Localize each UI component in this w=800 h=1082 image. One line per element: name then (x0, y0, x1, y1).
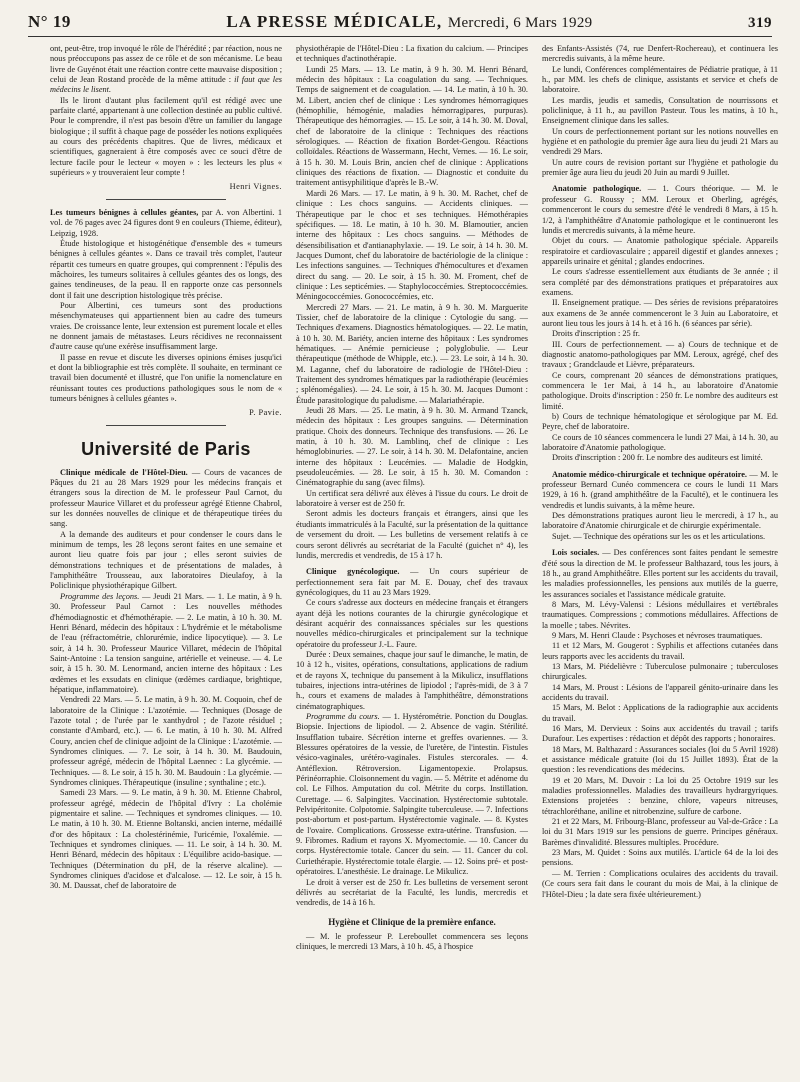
review-paragraph: Pour Albertini, ces tumeurs sont des productions mésenchymateuses qui appartiennent bien au cadre des tumeurs vraies. De croissance lente, leur extension est purement locale et elles ne donnent jamais de métastases. Leurs récidives ne reconnaissent d'autre cause qu'une exérèse insuffisamment large. (50, 300, 282, 352)
notice-paragraph: Lundi 25 Mars. — 13. Le matin, à 9 h. 30. M. Henri Bénard, médecin des hôpitaux : La coagulation du sang. — Techniques. Temps de saignement et de coagulation. — 14. Le matin, à 10 h. 30. M. Libert, ancien chef de clinique : Les syndromes hémorragiques (hémophilie, hémogénie, maladies hémorragipares, purpuras). Thérapeutique des hémorragies. — 15. Le soir, à 14 h. 30. M. Doval, chef de laboratoire de la clinique : Techniques des réactions sérologiques. — Réaction de fixation Bordet-Gengou. Réactions colloïdales. Réactions de Wassermann, Hecht, Vernes. — 16. Le soir, à 15 h. 30. M. Louis Brin, ancien chef de clinique : Applications cliniques des réactions de fixation. — Diagnostic et conduite du traitement antisyphilitique d'après le B.-W. (296, 64, 528, 188)
notice-heading: Clinique médicale de l'Hôtel-Dieu. (60, 467, 188, 477)
page-number: 319 (748, 15, 772, 31)
review-signature: Henri Vignes. (229, 182, 282, 192)
review-paragraph: Ils le liront d'autant plus facilement qu'il est rédigé avec une parfaite clarté, appartenant à une collection destinée au public cultivé. Pour le comprendre, il n'est pas besoin d'être un familier du langage biologique ; il suffit à chaque page de posséder les notions expliquées au cours des précédents chapitres. Que de livres, médicaux et scientifiques, gagneraient à être composés avec ce souci d'être de lecture facile pour le lecteur « moyen » : les lecteurs les plus « supérieurs » y trouveraient leur compte ! (50, 95, 282, 178)
notice-paragraph: 19 et 20 Mars, M. Duvoir : La loi du 25 Octobre 1919 sur les maladies professionnelles. Maladies des travailleurs hydrargyriques. Extensions projetées : benzine, chlore, vapeurs nitreuses, tétrachloréthane, aniline et nitrobenzine, sulfure de carbone. (542, 775, 778, 816)
notice-paragraph: Un certificat sera délivré aux élèves à l'issue du cours. Le droit de laboratoire à verser est de 250 fr. (296, 488, 528, 509)
notice-paragraph: Droits d'inscription : 25 fr. (552, 329, 640, 339)
review-paragraph: ont, peut-être, trop invoqué le rôle de l'hérédité ; par réaction, nous ne nous préoccupons pas assez de ce rôle et de son mécanisme. Le beau livre de Guyénot était une réaction contre cette mauvaise disposition ; celui de Jean Rostand procède de la même attitude : il faut que les médecins le lisent. (50, 44, 282, 95)
notice-paragraph: Lois sociales. — Des conférences sont faites pendant le semestre d'été sous la direction de M. le professeur Balthazard, tous les jours, à 18 h., au grand Amphithéâtre. Elles portent sur les accidents du travail, les maladies professionnelles, les pensions aux mutilés de la guerre, les assurances sociales et l'assistance médicale gratuite. (542, 548, 778, 599)
notice-heading: Hygiène et Clinique de la première enfance. (328, 916, 496, 927)
notice-paragraph: Le cours s'adresse essentiellement aux étudiants de 3e année ; il sera complété par des démonstrations pratiques et préparatoires aux examens. (542, 267, 778, 297)
notice-paragraph: 8 Mars, M. Lévy-Valensi : Lésions médullaires et vertébrales traumatiques. Compressions ; commotions médullaires. Affections de la moelle ; tabes. Névrites. (542, 599, 778, 630)
notice-paragraph: 23 Mars, M. Quidet : Soins aux mutilés. L'article 64 de la loi des pensions. (542, 848, 778, 868)
journal-name: LA PRESSE MÉDICALE, (226, 12, 443, 31)
notice-paragraph: Anatomie médico-chirurgicale et technique opératoire. — M. le professeur Bernard Cunéo commencera ce cours le lundi 11 Mars 1929, à 16 h. (grand amphithéâtre de la Faculté), et le continuera les vendredis et lundis suivants, à la même heure. (542, 469, 778, 510)
masthead (28, 12, 772, 34)
notice-paragraph: Des démonstrations pratiques auront lieu le mercredi, à 17 h., au laboratoire d'Anatomie chirurgicale et de chirurgie expérimentale. (542, 511, 778, 531)
notice-paragraph: Mardi 26 Mars. — 17. Le matin, à 9 h. 30. M. Rachet, chef de clinique : Les chocs sanguins. — Accidents cliniques. — Thérapeutique par le choc et ses techniques. Hémothérapies spécifiques. — 18. Le matin, à 10 h. 30. M. Blamoutier, ancien interne des hôpitaux : Les chocs sanguins. — Méthodes de désensibilisation et d'antianaphylaxie. — 19. Le soir, à 14 h. 30. M. Jacques Dumont, chef du laboratoire de bactériologie de la clinique : Les infections sanguines. — Techniques d'hémocultures et d'examen direct du sang. — 20. Le soir, à 15 h. 30. M. Froment, chef de clinique : Les septicémies. — Staphylococcémies. Streptococcémies. Méningococcémies. Gonococcémies, etc. (296, 188, 528, 302)
notice-paragraph: 18 Mars, M. Balthazard : Assurances sociales (loi du 5 Avril 1928) et assistance médicale gratuite (loi du 15 Juillet 1893). État de la question : les revendications des médecins. (542, 744, 778, 775)
book-title: Les tumeurs bénignes à cellules géantes, (50, 207, 199, 217)
notice-paragraph: Samedi 23 Mars. — 9. Le matin, à 9 h. 30. M. Etienne Chabrol, professeur agrégé, médecin de l'hôpital d'Ivry : La cholémie pigmentaire et saline. — Techniques et syndromes cliniques. — 10. Le matin, à 10 h. 30. M. Etienne Boltanski, ancien interne, médaillé d'or des hôpitaux : La cholestérinémie, l'uricémie, l'oxalémie. — Techniques et syndromes cliniques. — 11. Le soir, à 14 h. 30. M. Henri Bénard, médecin des hôpitaux : L'équilibre acido-basique. — Techniques (Détermination du pH, de la réserve alcaline). — Syndromes cliniques d'acidose et d'alcalose. — 12. Le soir, à 15 h. 30. M. Daussat, chef de laboratoire de (50, 788, 282, 891)
notice-paragraph: Un cours de perfectionnement portant sur les notions nouvelles en hygiène et en pathologie du premier âge aura lieu du jeudi 21 Mars au vendredi 29 Mars. (542, 126, 778, 157)
notice-paragraph: Vendredi 22 Mars. — 5. Le matin, à 9 h. 30. M. Coquoin, chef de laboratoire de la Clinique : L'azotémie. — Techniques (Dosage de l'azote total ; de l'urée par le xanthydrol ; de l'azote résiduel ; constante d'Ambard, etc.). — 6. Le matin, à 10 h. 30. M. Alfred Coury, ancien chef de clinique adjoint de la Clinique : L'azotémie. — Syndromes cliniques. — 7. Le soir, à 14 h. 30. M. Baudouin, professeur agrégé, médecin de l'hôpital Laennec : La glycémie. — Techniques. — 8. Le soir, à 15 h. 30. M. Baudouin : La glycémie. — Syndromes cliniques. Thérapeutique (insuline ; synthaline ; etc.). (50, 695, 282, 787)
notice-paragraph: 13 Mars, M. Piédelièvre : Tuberculose pulmonaire ; tuberculoses chirurgicales. (542, 661, 778, 682)
notice-paragraph: II. Enseignement pratique. — Des séries de revisions préparatoires aux examens de 3e année commenceront le 3 Juin au Laboratoire, et auront lieu tous les jours à 14 h. et à 16 h. (6 séances par série). (542, 298, 778, 328)
notice-paragraph: III. Cours de perfectionnement. — a) Cours de technique et de diagnostic anatomo-pathologiques par MM. Leroux, agrégé, chef des travaux ; Grandclaude et Lièvre, préparateurs. (542, 339, 778, 370)
notice-paragraph: 15 Mars, M. Belot : Applications de la radiographie aux accidents du travail. (542, 703, 778, 723)
notice-paragraph: Durée : Deux semaines, chaque jour sauf le dimanche, le matin, de 10 à 12 h., visites, opérations, consultations, applications de radium et de rayons X, technique du pansement à la Mikulicz, insufflations tubaires, injections intra-utérines de lipiodol ; l'après-midi, de 3 à 7 h., cours et examens de malades à l'amphithéâtre, démonstrations cinématographiques. (296, 649, 528, 711)
notice-paragraph: Ce cours s'adresse aux docteurs en médecine français et étrangers ayant déjà les notions courantes de la chirurgie gynécologique et désirant acquérir des connaissances spéciales sur les questions nouvelles médico-chirurgicales et principalement sur la technique opératoire du professeur J.-L. Faure. (296, 598, 528, 649)
programme-label: Programme des leçons. (60, 591, 140, 601)
notice-paragraph: Jeudi 28 Mars. — 25. Le matin, à 9 h. 30. M. Armand Tzanck, médecin des hôpitaux : Les groupes sanguins. — Détermination pratique. Choix des donneurs. Technique des transfusions. — 26. Le matin, à 10 h. 30. M. Lamblinq, chef de clinique : Les hémoglobinuries. — 27. Le soir, à 14 h. 30. M. Delafontaine, ancien interne des hôpitaux : Leucémies. — Maladie de Hodgkin, pseudoleucémies. — 28. Le soir, à 15 h. 30. M. Comandon : Cinématographie du sang (avec films). (296, 406, 528, 488)
notice-paragraph: — M. le professeur P. Lereboullet commencera ses leçons cliniques, le mercredi 13 Mars, à 10 h. 45, à l'hospice (296, 931, 528, 951)
notice-paragraph: Anatomie pathologique. — 1. Cours théorique. — M. le professeur G. Roussy ; MM. Leroux et Oberling, agrégés, commenceront le cours du semestre d'été le vendredi 8 Mars, à 15 h. 1/2, à l'amphithéâtre d'Anatomie pathologique et le continueront les lundis et mercredis suivants, à la même heure. (542, 184, 778, 235)
notice-paragraph: Programme du cours. — 1. Hystérométrie. Ponction du Douglas. Biopsie. Injections de lipiodol. — 2. Absence de vagin. Stérilité. Insufflation tubaire. Sécrétion interne et greffes ovariennes. — 3. Blessures opératoires de la vessie, de l'uretère, de l'intestin. Fistules vésico-vaginales, urétéro-vaginales. Fistules stercorales. — 4. Antéflexion. Rétroversion. Ligamentopexie. Prolapsus. Périnéorraphie. Cloisonnement du vagin. — 5. Métrite et adénome du col. Le Filhos. Amputation du col. Métrite du corps. Instillation. Curettage. — 6. Salpingites. Vaccination. Hystérectomie subtotale. Pelvipéritonite. Colpotomie. Salpingite tuberculeuse. — 7. Infections post-abortum et post-partum. Hystérectomie vaginale. — 8. Kystes de l'ovaire. Complications. Grossesse extra-utérine. Transfusion. — 9. Fibromes. Radium et rayons X. Myomectomie. — 10. Cancer du corps. Hystérectomie totale. Cancer du sein. — 11. Cancer du col. Curiethérapie. Hystérectomie totale élargie. — 12. Soins pré- et post-opératoires. L'anesthésie. Le drainage. Le Mikulicz. (296, 712, 528, 877)
column-2 (296, 44, 528, 1074)
journal-title (226, 12, 592, 32)
notice-paragraph: physiothérapie de l'Hôtel-Dieu : La fixation du calcium. — Principes et techniques d'actinothérapie. (296, 44, 528, 64)
review-paragraph: Étude histologique et histogénétique d'ensemble des « tumeurs bénignes à cellules géantes ». Dans ce travail très complet, l'auteur répartit ces tumeurs en quatre groupes, qui comprennent : l'épulis des mâchoires, les tumeurs solitaires à cellules géantes des os longs, des gaines tendineuses, de la peau. Il en rapporte onze cas personnels dont il fait une description histologique très précise. (50, 238, 282, 300)
review-paragraph: Il passe en revue et discute les diverses opinions émises jusqu'ici et dont la bibliographie est très complète. Il souhaite, en terminant ce travail bien documenté et illustré, que l'on unifie la nomenclature en réunissant toutes ces productions pathologiques sous le nom de « tumeurs bénignes à cellules géantes ». (50, 352, 282, 403)
programme-label: Programme du cours. (306, 712, 380, 721)
notice-paragraph: Les mardis, jeudis et samedis, Consultation de nourrissons et policlinique, à 11 h., au pavillon Pasteur. Tous les matins, à 10 h., Enseignement clinique dans les salles. (542, 95, 778, 126)
section-title: Université de Paris (81, 438, 251, 459)
notice-paragraph: Mercredi 27 Mars. — 21. Le matin, à 9 h. 30. M. Marguerite Tissier, chef de laboratoire de la clinique : Cytologie du sang. — Techniques d'examens. Diagnostics hématologiques. — 22. Le matin, à 10 h. 30. M. Bariéty, ancien interne des hôpitaux : Les syndromes hématiques. — Anémie pernicieuse ; polyglobulie. — Leur thérapeutique (méthode de Whipple, etc.). — 23. Le soir, à 14 h. 30. M. Laganne, chef du laboratoire de radiologie de l'Hôtel-Dieu : Traitement des syndromes hématiques par la radiothérapie (leucémies ; splénomégalies). — 24. Le soir, à 15 h. 30. M. Jacques Dumont : Étude parasitologique du paludisme. — Malariathérapie. (296, 302, 528, 405)
notice-paragraph: Ce cours de 10 séances commencera le lundi 27 Mai, à 14 h. 30, au laboratoire d'Anatomie pathologique. (542, 432, 778, 453)
column-1 (50, 44, 282, 1074)
notice-heading: Clinique gynécologique. (306, 567, 400, 577)
notice-paragraph: A la demande des auditeurs et pour condenser le cours dans le minimum de temps, les 28 leçons seront faites en une semaine et auront lieu quatre fois par jour ; elles seront suivies de démonstrations techniques et de présentations de malades, à l'amphithéâtre Trousseau, aux laboratoires Dieulafoy, à la Policlinique physiothérapique Gilbert. (50, 529, 282, 591)
header-rule (28, 36, 772, 37)
notice-heading: Lois sociales. (552, 548, 600, 558)
review-signature: P. Pavie. (249, 408, 282, 418)
notice-paragraph: Clinique médicale de l'Hôtel-Dieu. — Cours de vacances de Pâques du 21 au 28 Mars 1929 pour les médecins français et étrangers sous la direction de M. le professeur Paul Carnot, du professeur Maurice Villaret et du professeur agrégé Etienne Chabrol, sur les données nouvelles de clinique et de thérapeutique tirées du sang. (50, 467, 282, 529)
notice-paragraph: des Enfants-Assistés (74, rue Denfert-Rochereau), et continuera les mercredis suivants, à la même heure. (542, 44, 778, 64)
notice-paragraph: b) Cours de technique hématologique et sérologique par M. Ed. Peyre, chef de laboratoire. (542, 412, 778, 432)
review-emphasis: il faut que les médecins le lisent. (50, 75, 282, 95)
notice-paragraph: Le lundi, Conférences complémentaires de Pédiatrie pratique, à 11 h., par MM. les chefs de clinique, assistants et service et chefs de laboratoire. (542, 64, 778, 95)
notice-paragraph: 14 Mars, M. Proust : Lésions de l'appareil génito-urinaire dans les accidents du travail. (542, 682, 778, 702)
book-review-heading (50, 208, 282, 239)
issue-number: N° 19 (28, 12, 71, 31)
notice-paragraph: Le droit à verser est de 250 fr. Les bulletins de versement seront délivrés au secrétariat de la Faculté, les lundis, mercredis et vendredis, de 14 à 16 h. (296, 877, 528, 908)
notice-paragraph: Droits d'inscription : 200 fr. Le nombre des auditeurs est limité. (552, 453, 763, 463)
divider (106, 199, 226, 200)
notice-paragraph: Un autre cours de revision portant sur l'hygiène et pathologie du premier âge aura lieu du jeudi 20 Juin au mardi 9 Juillet. (542, 157, 778, 178)
notice-paragraph: 21 et 22 Mars, M. Fribourg-Blanc, professeur au Val-de-Grâce : La loi du 31 Mars 1919 sur les pensions de guerre. Principes généraux. Barèmes d'invalidité. Blessures multiples. Procédure. (542, 817, 778, 847)
notice-paragraph: Programme des leçons. — Jeudi 21 Mars. — 1. Le matin, à 9 h. 30. Professeur Paul Carnot : Les nouvelles méthodes d'hémodiagnostic et d'hémothérapie. — 2. Le matin, à 10 h. 30. M. Henri Bénard, médecin des hôpitaux : L'hydrémie et le métabolisme de l'eau (réfractométrie, chlorurémie, indice lipocytique). — 3. Le soir, à 14 h. 30. Professeur Maurice Villaret, médecin de l'hôpital Saint-Antoine : La tension sanguine, artérielle et veineuse. — 4. Le soir, à 15 h. 30. M. Lenormand, ancien interne des hôpitaux : Les œdèmes et les exsudats en clinique (œdèmes cardiaque, brightique, hépatique, inflammatoire). (50, 591, 282, 694)
notice-paragraph: — M. Terrien : Complications oculaires des accidents du travail. (Ce cours sera fait dans le courant du mois de Mai, à la clinique de l'Hôtel-Dieu ; la date sera fixée ultérieurement.) (542, 868, 778, 899)
notice-paragraph: 16 Mars, M. Dervieux : Soins aux accidentés du travail ; tarifs Durafour. Les expertises : rédaction et dépôt des rapports ; honoraires. (542, 724, 778, 744)
notice-heading: Anatomie pathologique. (552, 184, 642, 194)
issue-date: Mercredi, 6 Mars 1929 (447, 15, 593, 31)
divider (106, 425, 226, 426)
notice-paragraph: Objet du cours. — Anatomie pathologique spéciale. Appareils respiratoire et cardiovasculaire ; appareil digestif et glandes annexes ; appareils urinaire et génital ; glandes endocrines. (542, 236, 778, 266)
book-meta: par A. von Albertini. 1 vol. de 76 pages avec 24 figures dont 9 en couleurs (Thieme, éditeur), Leipzig, 1928. (50, 207, 282, 238)
notice-heading: Anatomie médico-chirurgicale et technique opératoire. (552, 469, 747, 479)
notice-paragraph: 9 Mars, M. Henri Claude : Psychoses et névroses traumatiques. (552, 630, 763, 640)
notice-paragraph: 11 et 12 Mars, M. Gougerot : Syphilis et affections cutanées dans leurs rapports avec les accidents du travail. (542, 641, 778, 661)
notice-paragraph: Ce cours, comprenant 20 séances de démonstrations pratiques, commencera le 1er Mai, à 14 h., au laboratoire d'Anatomie pathologique. Droits d'inscription : 250 fr. Le nombre des auditeurs est limité. (542, 370, 778, 411)
notice-paragraph: Sujet. — Technique des opérations sur les os et les articulations. (552, 531, 766, 541)
notice-paragraph: Clinique gynécologique. — Un cours supérieur de perfectionnement sera fait par M. E. Douay, chef des travaux gynécologiques, du 11 au 23 Mars 1929. (296, 567, 528, 597)
notice-paragraph: Seront admis les docteurs français et étrangers, ainsi que les étudiants immatriculés à la Faculté, sur la présentation de la quittance de versement du droit. — Les bulletins de versement relatifs à ce cours seront délivrés au secrétariat de la Faculté (guichet n° 4), les lundis, mercredis et vendredis, de 15 à 17 h. (296, 509, 528, 560)
column-3 (542, 44, 778, 1074)
